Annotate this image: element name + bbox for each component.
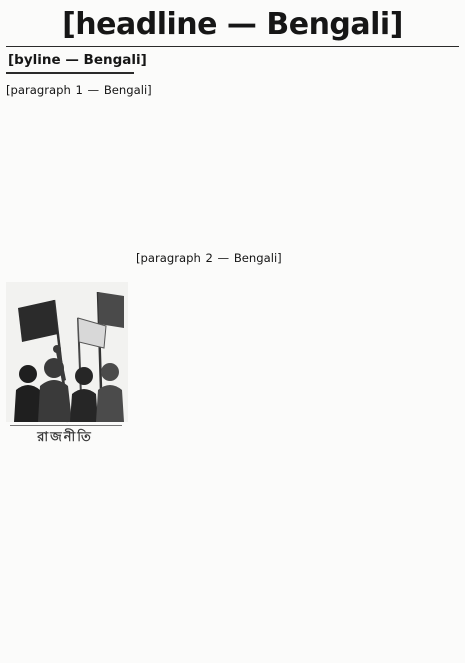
caption-rule [10,425,122,426]
byline: [byline — Bengali] [8,52,147,68]
article-paragraph-2-block [6,250,459,660]
headline: [headline — Bengali] [62,7,403,42]
byline-underline [6,72,134,74]
article-paragraph-1: [paragraph 1 — Bengali] [6,83,152,97]
headline-divider [6,46,459,47]
illustration-caption: রাজনীতি [37,430,93,445]
article-paragraph-2: [paragraph 2 — Bengali] [136,251,282,265]
illustration [6,282,128,452]
